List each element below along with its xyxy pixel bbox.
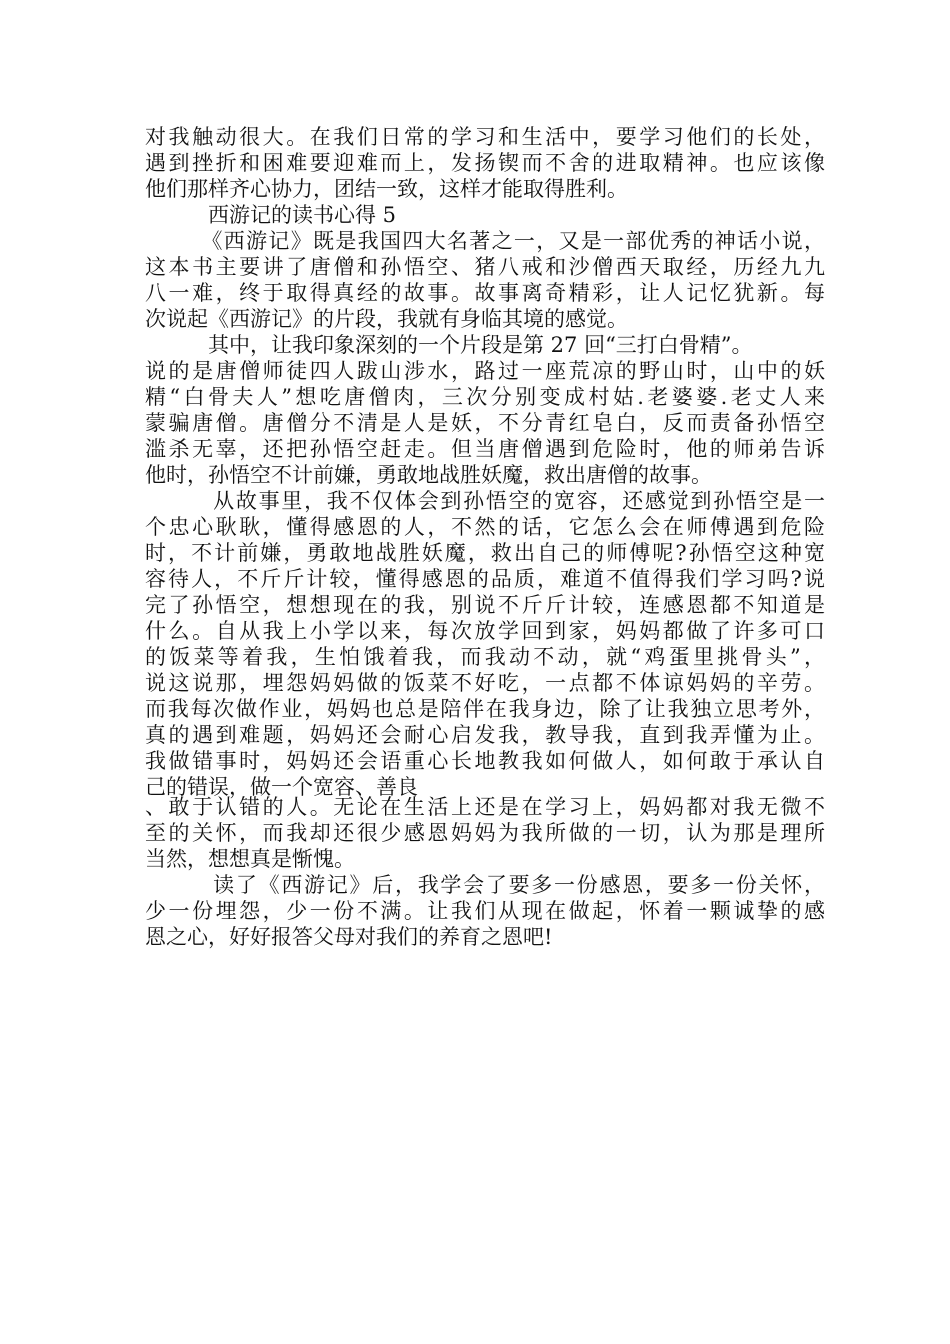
text-line: 至的关怀，而我却还很少感恩妈妈为我所做的一切，认为那是理所 <box>145 821 825 845</box>
text-block-main <box>145 124 825 800</box>
text-line: 己的错误，做一个宽容、善良 <box>145 775 418 799</box>
text-line: 对我触动很大。在我们日常的学习和生活中，要学习他们的长处， <box>145 125 825 149</box>
text-line: 遇到挫折和困难要迎难而上，发扬锲而不舍的进取精神。也应该像 <box>145 151 825 175</box>
text-line: 说这说那，埋怨妈妈做的饭菜不好吃，一点都不体谅妈妈的辛劳。 <box>145 671 825 695</box>
text-line: 少一份埋怨，少一份不满。让我们从现在做起，怀着一颗诚挚的感 <box>145 899 825 923</box>
text-block-continued <box>145 794 825 950</box>
text-line: 说的是唐僧师徒四人跋山涉水，路过一座荒凉的野山时，山中的妖 <box>145 359 825 383</box>
text-line: 读了《西游记》后，我学会了要多一份感恩，要多一份关怀， <box>145 873 825 897</box>
text-line: 个忠心耿耿，懂得感恩的人，不然的话，它怎么会在师傅遇到危险 <box>145 515 825 539</box>
text-line: 蒙骗唐僧。唐僧分不清是人是妖，不分青红皂白，反而责备孙悟空 <box>145 411 825 435</box>
text-line: 他时，孙悟空不计前嫌，勇敢地战胜妖魔，救出唐僧的故事。 <box>145 463 712 487</box>
text-line: 容待人，不斤斤计较，懂得感恩的品质，难道不值得我们学习吗?说 <box>145 567 825 591</box>
text-line: 这本书主要讲了唐僧和孙悟空、猪八戒和沙僧西天取经，历经九九 <box>145 255 825 279</box>
text-line: 、敢于认错的人。无论在生活上还是在学习上，妈妈都对我无微不 <box>145 795 825 819</box>
text-line: 真的遇到难题，妈妈还会耐心启发我，教导我，直到我弄懂为止。 <box>145 723 825 747</box>
text-line: 西游记的读书心得 5 <box>145 203 397 227</box>
text-line: 完了孙悟空，想想现在的我，别说不斤斤计较，连感恩都不知道是 <box>145 593 825 617</box>
text-line: 的饭菜等着我，生怕饿着我，而我动不动，就“鸡蛋里挑骨头”， <box>145 645 825 669</box>
text-line: 其中，让我印象深刻的一个片段是第 27 回“三打白骨精”。 <box>145 333 753 357</box>
text-line: 什么。自从我上小学以来，每次放学回到家，妈妈都做了许多可口 <box>145 619 825 643</box>
text-line: 我做错事时，妈妈还会语重心长地教我如何做人，如何敢于承认自 <box>145 749 825 773</box>
text-line: 滥杀无辜，还把孙悟空赶走。但当唐僧遇到危险时，他的师弟告诉 <box>145 437 825 461</box>
text-line: 他们那样齐心协力，团结一致，这样才能取得胜利。 <box>145 177 628 201</box>
text-line: 《西游记》既是我国四大名著之一，又是一部优秀的神话小说， <box>145 229 825 253</box>
text-line: 而我每次做作业，妈妈也总是陪伴在我身边，除了让我独立思考外， <box>145 697 825 721</box>
text-line: 恩之心，好好报答父母对我们的养育之恩吧! <box>145 925 553 949</box>
text-line: 当然，想想真是惭愧。 <box>145 847 355 871</box>
text-line: 时，不计前嫌，勇敢地战胜妖魔，救出自己的师傅呢?孙悟空这种宽 <box>145 541 825 565</box>
text-line: 次说起《西游记》的片段，我就有身临其境的感觉。 <box>145 307 628 331</box>
text-line: 精“白骨夫人”想吃唐僧肉，三次分别变成村姑.老婆婆.老丈人来 <box>145 385 825 409</box>
text-line: 八一难，终于取得真经的故事。故事离奇精彩，让人记忆犹新。每 <box>145 281 825 305</box>
text-line: 从故事里，我不仅体会到孙悟空的宽容，还感觉到孙悟空是一 <box>145 489 825 513</box>
